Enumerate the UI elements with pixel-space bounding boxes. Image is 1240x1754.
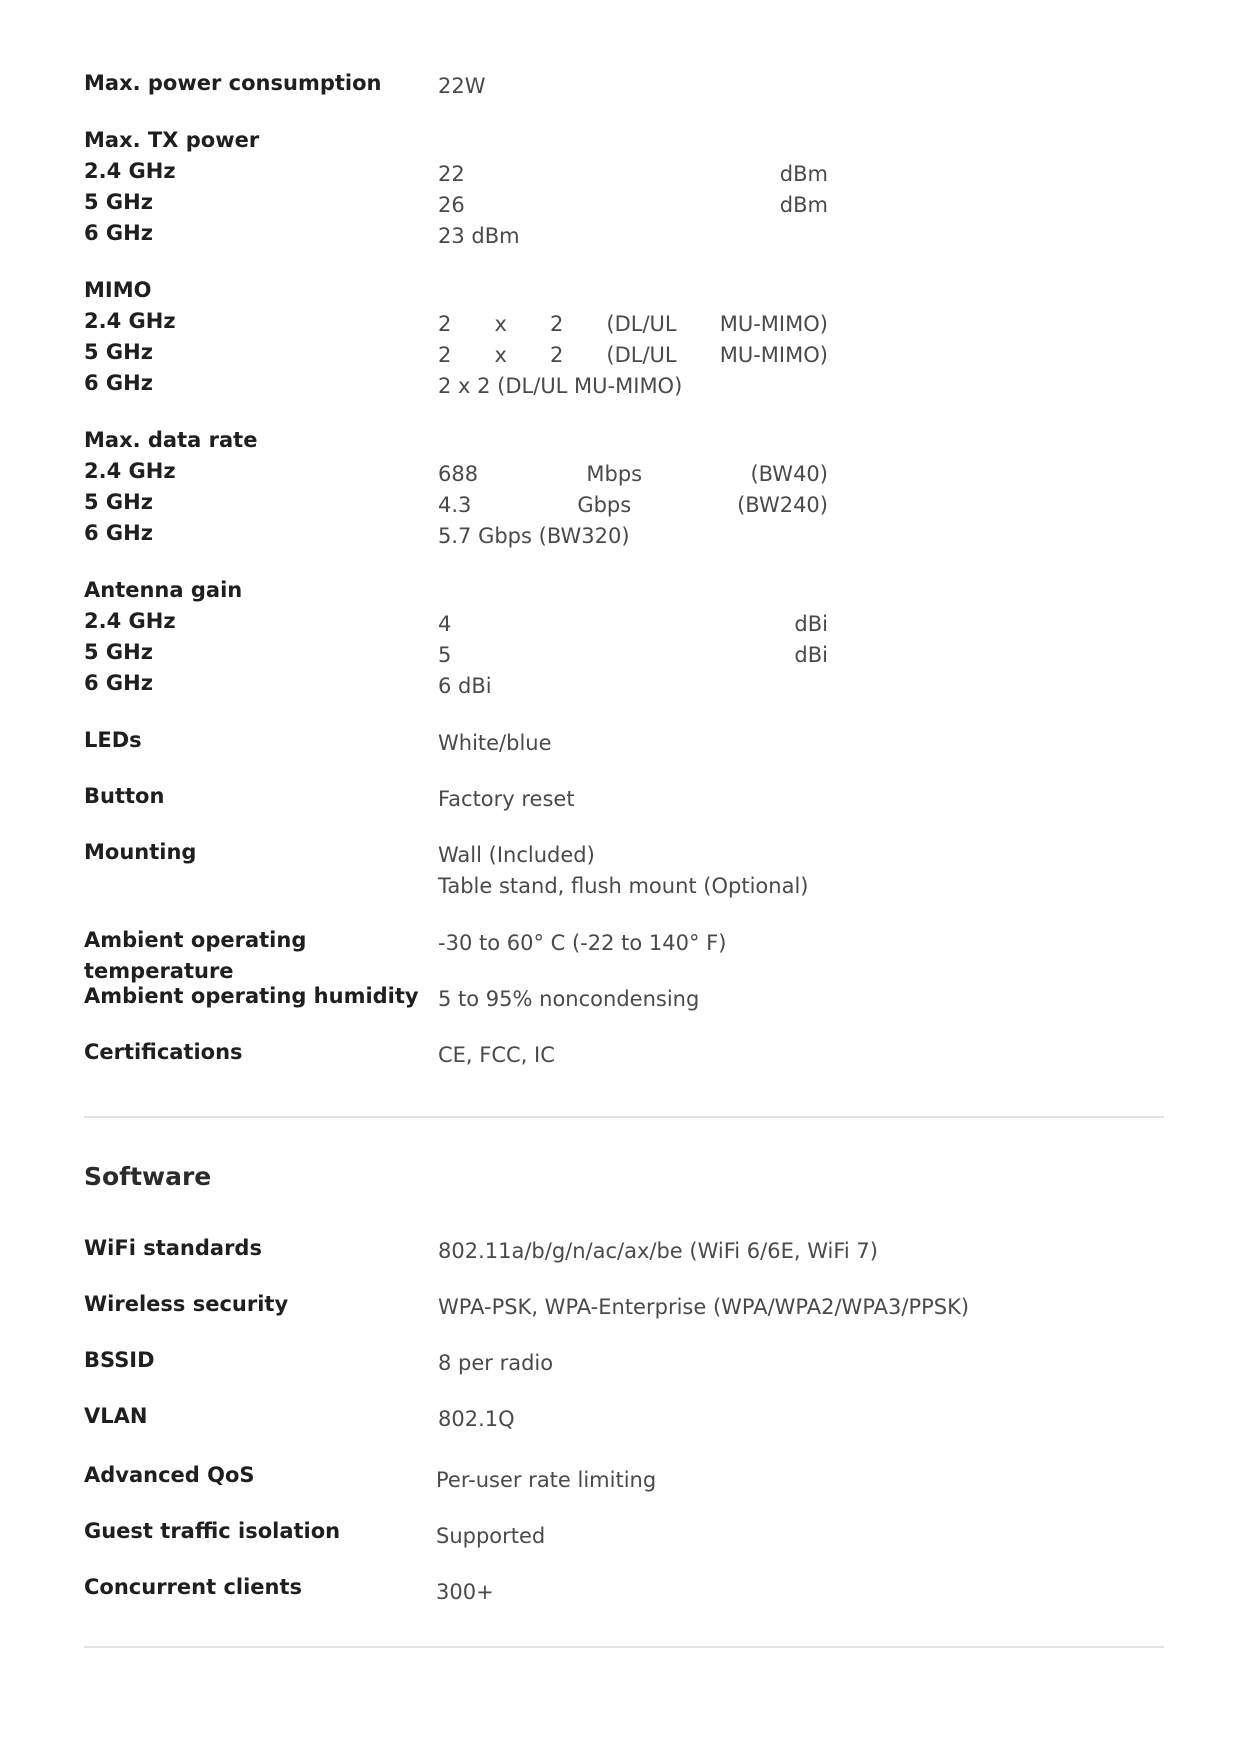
- spec-label-group: [84, 425, 424, 549]
- spec-label: Max. data rate: [84, 428, 258, 452]
- spec-label: Max. power consumption: [84, 71, 382, 95]
- spec-label: LEDs: [84, 728, 142, 752]
- band-value: 6 dBi: [438, 674, 492, 698]
- band-value: 5.7 Gbps (BW320): [438, 524, 630, 548]
- band-value: 2 x 2 (DL/UL MU-MIMO): [438, 374, 683, 398]
- band-label: 6 GHz: [84, 371, 153, 395]
- spec-label: Ambient operating temperature: [84, 928, 307, 983]
- spec-label: BSSID: [84, 1348, 155, 1372]
- band-value: 4 dBi: [438, 612, 828, 636]
- band-label: 5 GHz: [84, 640, 153, 664]
- spec-value: 22W: [438, 74, 486, 98]
- spec-value: 802.11a/b/g/n/ac/ax/be (WiFi 6/6E, WiFi 7): [438, 1239, 878, 1263]
- band-value: 5 dBi: [438, 643, 828, 667]
- band-label: 5 GHz: [84, 190, 153, 214]
- spec-value-group: [438, 428, 1138, 552]
- spec-value: Per-user rate limiting: [436, 1468, 657, 1492]
- spec-label-group: [84, 125, 424, 249]
- spec-label: Button: [84, 784, 165, 808]
- spec-value: 802.1Q: [438, 1407, 515, 1431]
- section-title-software: Software: [84, 1162, 212, 1191]
- spec-label: Max. TX power: [84, 128, 260, 152]
- spec-label: Certifications: [84, 1040, 243, 1064]
- spec-value: 5 to 95% noncondensing: [438, 987, 700, 1011]
- spec-value: Factory reset: [438, 787, 575, 811]
- spec-label: Concurrent clients: [84, 1575, 303, 1599]
- spec-value: -30 to 60° C (-22 to 140° F): [438, 931, 727, 955]
- spec-label-group: [84, 275, 424, 399]
- spec-value: CE, FCC, IC: [438, 1043, 555, 1067]
- band-label: 2.4 GHz: [84, 459, 176, 483]
- spec-label: Advanced QoS: [84, 1463, 255, 1487]
- spec-value: Wall (Included): [438, 843, 595, 867]
- spec-label: Ambient operating humidity: [84, 984, 419, 1008]
- band-value: 26 dBm: [438, 193, 828, 217]
- band-value: 2 x 2 (DL/UL MU-MIMO): [438, 312, 828, 336]
- band-value: 4.3 Gbps (BW240): [438, 493, 828, 517]
- band-label: 5 GHz: [84, 340, 153, 364]
- band-label: 5 GHz: [84, 490, 153, 514]
- spec-label: MIMO: [84, 278, 152, 302]
- band-value: 23 dBm: [438, 224, 520, 248]
- band-value: 2 x 2 (DL/UL MU-MIMO): [438, 343, 828, 367]
- band-label: 6 GHz: [84, 521, 153, 545]
- divider: [84, 1116, 1164, 1118]
- spec-label: Wireless security: [84, 1292, 289, 1316]
- spec-value: Table stand, flush mount (Optional): [438, 874, 809, 898]
- spec-sheet: [84, 0, 1164, 1754]
- band-label: 2.4 GHz: [84, 309, 176, 333]
- spec-value-group: [438, 128, 1138, 252]
- spec-value: WPA-PSK, WPA-Enterprise (WPA/WPA2/WPA3/PPSK): [438, 1295, 970, 1319]
- band-value: 22 dBm: [438, 162, 828, 186]
- spec-label: Antenna gain: [84, 578, 243, 602]
- divider: [84, 1646, 1164, 1648]
- spec-label: Mounting: [84, 840, 197, 864]
- spec-label: WiFi standards: [84, 1236, 262, 1260]
- spec-value-group: [438, 840, 1138, 902]
- band-label: 6 GHz: [84, 221, 153, 245]
- spec-label: VLAN: [84, 1404, 148, 1428]
- band-label: 6 GHz: [84, 671, 153, 695]
- band-label: 2.4 GHz: [84, 159, 176, 183]
- spec-label: Guest traffic isolation: [84, 1519, 341, 1543]
- band-value: 688 Mbps (BW40): [438, 462, 828, 486]
- spec-value: Supported: [436, 1524, 546, 1548]
- spec-value-group: [438, 278, 1138, 402]
- spec-value: 8 per radio: [438, 1351, 554, 1375]
- band-label: 2.4 GHz: [84, 609, 176, 633]
- spec-value: 300+: [436, 1580, 494, 1604]
- spec-value-group: [438, 578, 1138, 702]
- spec-value: White/blue: [438, 731, 552, 755]
- spec-label-group: [84, 575, 424, 699]
